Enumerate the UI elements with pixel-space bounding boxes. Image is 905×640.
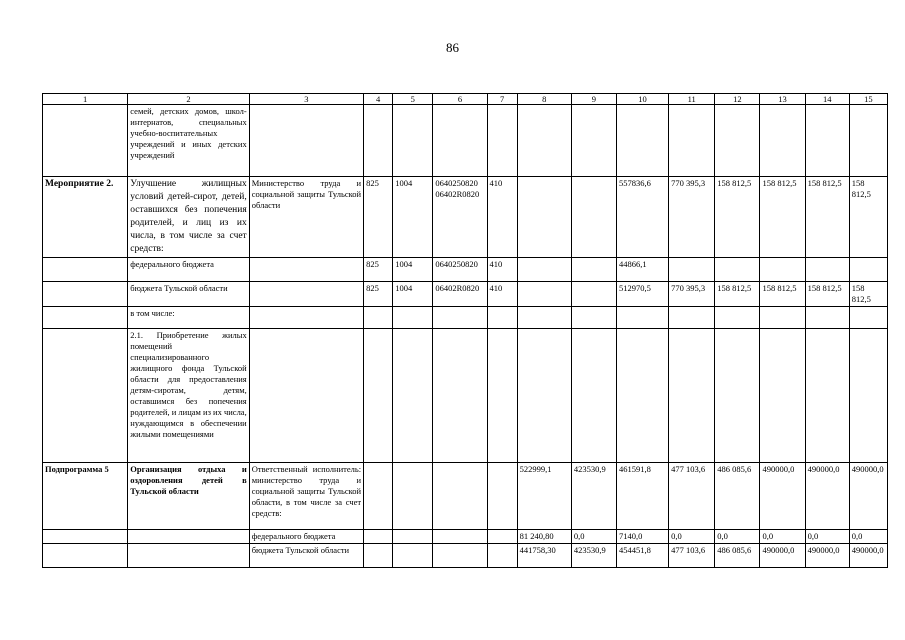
- table-cell: [433, 544, 487, 568]
- table-header-row: [43, 94, 888, 105]
- table-cell: [571, 105, 616, 177]
- table-cell: [571, 329, 616, 463]
- table-cell: 770 395,3: [669, 177, 715, 258]
- table-cell: 410: [487, 177, 517, 258]
- table-cell: 0,0: [805, 530, 849, 544]
- table-cell: [517, 282, 571, 307]
- table-cell: 0,0: [760, 530, 805, 544]
- table-cell: [805, 329, 849, 463]
- table-cell: [393, 329, 433, 463]
- table-cell: 158 812,5: [760, 177, 805, 258]
- table-cell: 0,0: [849, 530, 887, 544]
- table-cell: [760, 307, 805, 329]
- table-cell: федерального бюджета: [249, 530, 363, 544]
- column-header: 12: [715, 94, 760, 105]
- table-cell: [43, 258, 128, 282]
- table-cell: 490000,0: [849, 463, 887, 530]
- column-header: 10: [616, 94, 668, 105]
- table-cell: [571, 307, 616, 329]
- table-cell: 825: [364, 177, 393, 258]
- table-cell: [487, 544, 517, 568]
- table-cell: [128, 544, 249, 568]
- column-header: 11: [669, 94, 715, 105]
- table-cell: [364, 105, 393, 177]
- table-cell: 410: [487, 258, 517, 282]
- table-cell: Организация отдыха и оздоровления детей в Тульской области: [128, 463, 249, 530]
- table-cell: 490000,0: [805, 544, 849, 568]
- table-cell: [43, 329, 128, 463]
- table-cell: 441758,30: [517, 544, 571, 568]
- table-cell: [43, 530, 128, 544]
- table-cell: [364, 307, 393, 329]
- table-cell: 2.1. Приобретение жилых помещений специализированного жилищного фонда Тульской области для предоставления детям-сиротам, детям, оставшимся без попечения родителей, и лицам из их числа, нуждающимся в обеспечении жилыми помещениями: [128, 329, 249, 463]
- table-cell: Подпрограмма 5: [43, 463, 128, 530]
- table-cell: 0,0: [571, 530, 616, 544]
- table-cell: 486 085,6: [715, 463, 760, 530]
- table-cell: 158 812,5: [849, 282, 887, 307]
- table-cell: 158 812,5: [849, 177, 887, 258]
- table-cell: 477 103,6: [669, 463, 715, 530]
- table-cell: 461591,8: [616, 463, 668, 530]
- table-cell: [571, 177, 616, 258]
- table-cell: [393, 530, 433, 544]
- table-cell: [433, 530, 487, 544]
- column-header: 13: [760, 94, 805, 105]
- table-cell: [487, 105, 517, 177]
- table-cell: [849, 329, 887, 463]
- table-cell: [249, 307, 363, 329]
- table-cell: 522999,1: [517, 463, 571, 530]
- table-row: [43, 105, 888, 177]
- table-cell: Мероприятие 2.: [43, 177, 128, 258]
- table-row: [43, 329, 888, 463]
- table-cell: [669, 329, 715, 463]
- table-cell: 825: [364, 258, 393, 282]
- table-cell: 512970,5: [616, 282, 668, 307]
- table-row: [43, 282, 888, 307]
- table-cell: [43, 282, 128, 307]
- table-cell: [616, 329, 668, 463]
- table-cell: [249, 282, 363, 307]
- table-row: [43, 177, 888, 258]
- column-header: 15: [849, 94, 887, 105]
- table-cell: 490000,0: [805, 463, 849, 530]
- table-cell: 158 812,5: [715, 282, 760, 307]
- table-cell: [805, 307, 849, 329]
- column-header: 7: [487, 94, 517, 105]
- table-cell: 0640250820 06402R0820: [433, 177, 487, 258]
- table-row: [43, 530, 888, 544]
- column-header: 8: [517, 94, 571, 105]
- table-cell: [616, 307, 668, 329]
- table-row: [43, 258, 888, 282]
- column-header: 4: [364, 94, 393, 105]
- table-cell: 770 395,3: [669, 282, 715, 307]
- table-cell: [364, 530, 393, 544]
- table-cell: в том числе:: [128, 307, 249, 329]
- table-cell: [849, 307, 887, 329]
- table-cell: 81 240,80: [517, 530, 571, 544]
- table-cell: Улучшение жилищных условий детей-сирот, детей, оставшихся без попечения родителей, и лиц из их числа, в том числе за счет средств:: [128, 177, 249, 258]
- column-header: 3: [249, 94, 363, 105]
- table-cell: [393, 463, 433, 530]
- column-header: 5: [393, 94, 433, 105]
- column-header: 9: [571, 94, 616, 105]
- table-cell: [517, 329, 571, 463]
- table-row: [43, 463, 888, 530]
- table-cell: 1004: [393, 177, 433, 258]
- table-cell: 158 812,5: [715, 177, 760, 258]
- table-cell: 825: [364, 282, 393, 307]
- table-cell: [616, 105, 668, 177]
- table-cell: [487, 307, 517, 329]
- table-cell: [249, 258, 363, 282]
- table-cell: 7140,0: [616, 530, 668, 544]
- table-cell: 490000,0: [849, 544, 887, 568]
- table-cell: [43, 307, 128, 329]
- table-cell: 0,0: [669, 530, 715, 544]
- table-cell: [760, 258, 805, 282]
- table-cell: 490000,0: [760, 544, 805, 568]
- column-header: 6: [433, 94, 487, 105]
- table-cell: [805, 105, 849, 177]
- table-cell: [669, 105, 715, 177]
- table-cell: [760, 329, 805, 463]
- table-cell: 423530,9: [571, 544, 616, 568]
- table-cell: [393, 544, 433, 568]
- table-cell: 158 812,5: [805, 282, 849, 307]
- table-cell: [364, 463, 393, 530]
- table-cell: [715, 329, 760, 463]
- table-cell: 158 812,5: [805, 177, 849, 258]
- table-cell: федерального бюджета: [128, 258, 249, 282]
- table-cell: 454451,8: [616, 544, 668, 568]
- table-cell: 06402R0820: [433, 282, 487, 307]
- table-cell: [433, 307, 487, 329]
- table-cell: [715, 307, 760, 329]
- table-cell: [364, 544, 393, 568]
- table-cell: [433, 105, 487, 177]
- table-row: [43, 307, 888, 329]
- table-cell: 158 812,5: [760, 282, 805, 307]
- table-cell: [43, 105, 128, 177]
- column-header: 14: [805, 94, 849, 105]
- table-cell: Ответственный исполнитель: министерство труда и социальной защиты Тульской области, в том числе за счет средств:: [249, 463, 363, 530]
- table-cell: 490000,0: [760, 463, 805, 530]
- table-cell: 1004: [393, 282, 433, 307]
- table-cell: 0640250820: [433, 258, 487, 282]
- table-cell: [487, 329, 517, 463]
- table-cell: [517, 105, 571, 177]
- table-cell: [487, 530, 517, 544]
- table-cell: [128, 530, 249, 544]
- table-cell: [571, 282, 616, 307]
- table-cell: семей, детских домов, школ-интернатов, специальных учебно-воспитательных учреждений и иных детских учреждений: [128, 105, 249, 177]
- table-cell: [43, 544, 128, 568]
- table-cell: [433, 329, 487, 463]
- table-cell: 0,0: [715, 530, 760, 544]
- table-cell: Министерство труда и социальной защиты Тульской области: [249, 177, 363, 258]
- column-header: 2: [128, 94, 249, 105]
- table-cell: 557836,6: [616, 177, 668, 258]
- table-cell: [849, 258, 887, 282]
- table-cell: [669, 307, 715, 329]
- table-cell: бюджета Тульской области: [128, 282, 249, 307]
- table-cell: [805, 258, 849, 282]
- table-cell: 486 085,6: [715, 544, 760, 568]
- page-number: 86: [446, 40, 459, 55]
- table-cell: 477 103,6: [669, 544, 715, 568]
- table-cell: [517, 307, 571, 329]
- table-cell: [364, 329, 393, 463]
- table-cell: [517, 177, 571, 258]
- table-cell: бюджета Тульской области: [249, 544, 363, 568]
- table-cell: 423530,9: [571, 463, 616, 530]
- table-cell: [487, 463, 517, 530]
- table-cell: [249, 329, 363, 463]
- column-header: 1: [43, 94, 128, 105]
- table-cell: [669, 258, 715, 282]
- table-cell: 44866,1: [616, 258, 668, 282]
- table-cell: [715, 105, 760, 177]
- budget-table: [42, 93, 888, 568]
- table-cell: [517, 258, 571, 282]
- table-cell: [433, 463, 487, 530]
- table-cell: [249, 105, 363, 177]
- table-cell: [849, 105, 887, 177]
- table-cell: [760, 105, 805, 177]
- table-cell: [571, 258, 616, 282]
- table-cell: 410: [487, 282, 517, 307]
- table-cell: 1004: [393, 258, 433, 282]
- table-cell: [393, 105, 433, 177]
- table-cell: [393, 307, 433, 329]
- table-row: [43, 544, 888, 568]
- table-cell: [715, 258, 760, 282]
